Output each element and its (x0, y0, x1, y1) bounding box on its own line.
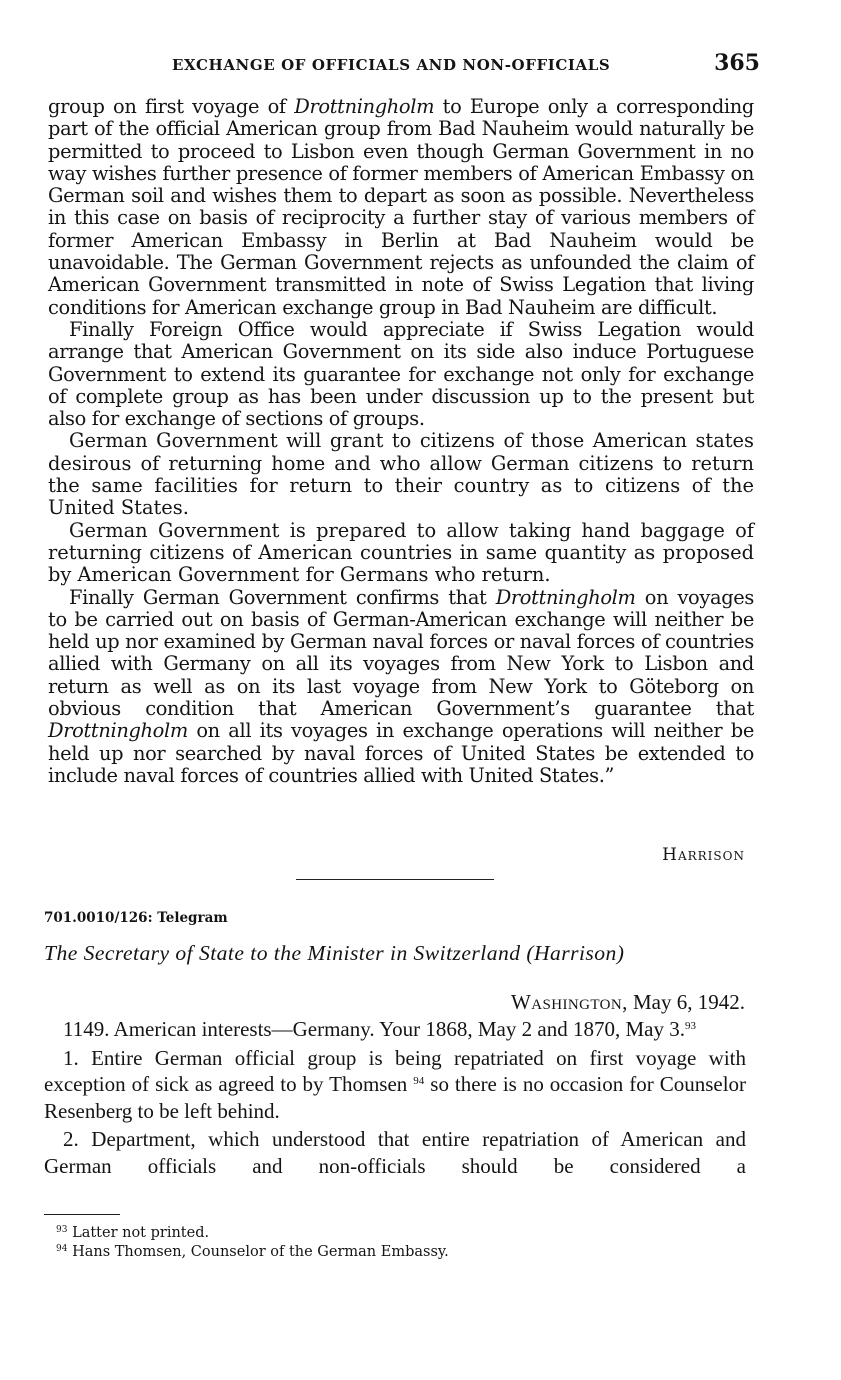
paragraph: 2. Department, which understood that entire repatriation of American and German officials and non-officials should be considered a (44, 1127, 746, 1178)
paragraph: group on first voyage of Drottningholm to Europe only a corresponding part of the official American group from Bad Nauheim would naturally be permitted to proceed to Lisbon even though German Government in no way wishes further presence of former members of American Embassy on German soil and wishes them to depart as soon as possible. Nevertheless in this case on basis of reciprocity a further stay of various members of former American Embassy in Berlin at Bad Nauheim would be unavoidable. The German Government rejects as unfounded the claim of American Government transmitted in note of Swiss Legation that living conditions for American exchange group in Bad Nauheim are difficult. (48, 95, 754, 319)
footnote: $^{94}$ Hans Thomsen, Counselor of the German Embassy. (56, 1244, 449, 1260)
paragraph: German Government is prepared to allow taking hand baggage of returning citizens of American countries in same quantity as proposed by American Government for Germans who return. (48, 518, 754, 587)
paragraph: German Government will grant to citizens of those American states desirous of returning home and who allow German citizens to return the same facilities for return to their country as to citizens of the United States. (48, 429, 754, 520)
telegram-body-continued (48, 96, 754, 787)
paragraph: 1149. American interests—Germany. Your 1868, May 2 and 1870, May 3.93 (63, 1017, 696, 1041)
section-divider (296, 879, 494, 880)
running-head: EXCHANGE OF OFFICIALS AND NON-OFFICIALS (172, 56, 611, 74)
dateline-place: Washington, (511, 990, 628, 1014)
footnote-ref: 93 (684, 1020, 696, 1032)
page-header (48, 50, 760, 82)
ship-name: Drottningholm (294, 95, 435, 118)
ship-name: Drottningholm (495, 585, 636, 609)
footnote: $^{93}$ Latter not printed. (56, 1225, 210, 1241)
dateline (511, 990, 745, 1015)
paragraph: Finally German Government confirms that Drottningholm on voyages to be carried out on basis of German-American exchange will neither be held up nor examined by German naval forces or naval forces of countries allied with Germany on all its voyages from New York to Lisbon and return as well as on its last voyage from New York to Göteborg on obvious condition that American Government’s guarantee that Drottningholm on all its voyages in exchange operations will neither be held up nor searched by naval forces of United States be extended to include naval forces of countries allied with United States.” (48, 585, 754, 787)
dateline-date: May 6, 1942. (627, 990, 745, 1014)
footnote-rule (44, 1214, 120, 1215)
heading-name: Harrison (533, 941, 617, 965)
footnote-ref: 94 (413, 1075, 425, 1087)
telegram-body (44, 1016, 746, 1181)
ship-name: Drottningholm (48, 719, 188, 743)
signature: Harrison (662, 845, 745, 865)
document-heading: The Secretary of State to the Minister in Switzerland (Harrison) (44, 941, 625, 965)
paragraph: Finally Foreign Office would appreciate if Swiss Legation would arrange that American Government on its side also induce Portuguese Government to extend its guarantee for exchange not only for exchange of complete group as has been under discussion up to the present but also for exchange of sections of groups. (48, 317, 754, 431)
file-reference: 701.0010/126: Telegram (44, 910, 228, 926)
paragraph: 1. Entire German official group is being repatriated on first voyage with exception of sick as agreed to by Thomsen $^{94}$ so there is no occasion for Counselor Resenberg to be left behind. (44, 1045, 747, 1123)
footnotes (56, 1224, 449, 1262)
page-number: 365 (714, 50, 760, 76)
